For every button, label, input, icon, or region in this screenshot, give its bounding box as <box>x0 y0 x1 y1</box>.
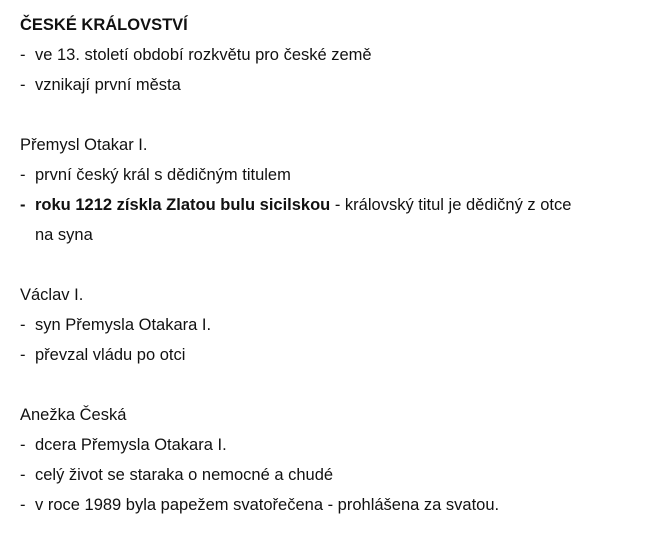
list-item-text: v roce 1989 byla papežem svatořečena - prohlášena za svatou. <box>35 496 500 514</box>
list-item-text: - královský titul je dědičný z otce <box>330 196 572 214</box>
list-item-text: dcera Přemysla Otakara I. <box>35 436 227 454</box>
list-item <box>20 40 640 70</box>
dash-bullet: - <box>20 496 26 514</box>
section-heading-anezka: Anežka Česká <box>20 406 127 424</box>
spacer <box>20 370 640 400</box>
list-item <box>20 430 640 460</box>
list-item <box>20 460 640 490</box>
list-item <box>20 490 640 520</box>
dash-bullet: - <box>20 166 26 184</box>
section-heading-vaclav: Václav I. <box>20 286 84 304</box>
spacer <box>20 250 640 280</box>
document-title: ČESKÉ KRÁLOVSTVÍ <box>20 16 188 34</box>
dash-bullet: - <box>20 346 26 364</box>
list-item <box>20 310 640 340</box>
list-item-continuation: na syna <box>35 226 93 244</box>
list-item-text: celý život se staraka o nemocné a chudé <box>35 466 334 484</box>
document <box>20 10 640 520</box>
list-item <box>20 70 640 100</box>
list-item-text: vznikají první města <box>35 76 181 94</box>
list-item-text: ve 13. století období rozkvětu pro české země <box>35 46 372 64</box>
section-heading-premysl: Přemysl Otakar I. <box>20 136 148 154</box>
list-item-text: syn Přemysla Otakara I. <box>35 316 212 334</box>
dash-bullet: - <box>20 46 26 64</box>
list-item <box>20 160 640 190</box>
list-item <box>20 340 640 370</box>
list-item-text: převzal vládu po otci <box>35 346 186 364</box>
dash-bullet: - <box>20 436 26 454</box>
dash-bullet: - <box>20 196 26 214</box>
spacer <box>20 100 640 130</box>
list-item <box>20 190 640 220</box>
list-item-text: první český král s dědičným titulem <box>35 166 291 184</box>
dash-bullet: - <box>20 466 26 484</box>
dash-bullet: - <box>20 76 26 94</box>
dash-bullet: - <box>20 316 26 334</box>
bold-text: roku 1212 získla Zlatou bulu sicilskou <box>35 196 331 214</box>
